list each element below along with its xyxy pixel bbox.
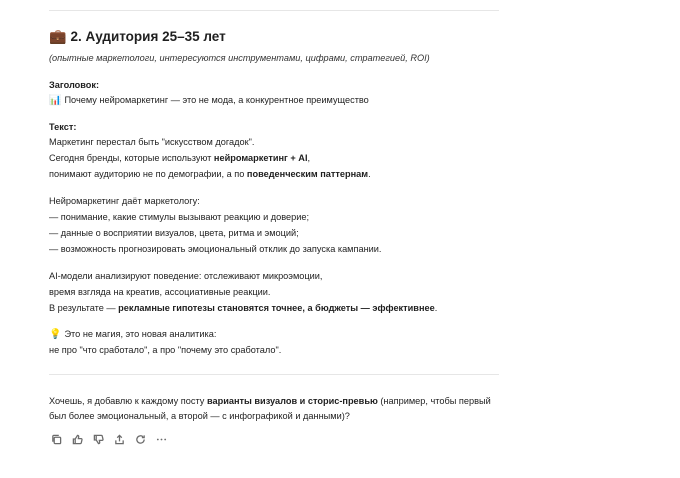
message-actions	[49, 432, 168, 446]
regenerate-icon[interactable]	[133, 432, 147, 446]
body-line: AI-модели анализируют поведение: отслеживают микроэмоции,	[49, 271, 323, 281]
section-title: 💼 2. Аудитория 25–35 лет	[49, 28, 226, 44]
bar-chart-icon: 📊	[49, 95, 62, 106]
section-divider	[49, 374, 499, 375]
headline-label: Заголовок:	[49, 80, 100, 90]
briefcase-icon: 💼	[49, 28, 67, 44]
top-divider	[49, 10, 499, 11]
followup-line: был более эмоциональный, а второй — с инфографикой и данными)?	[49, 411, 350, 421]
body-line: время взгляда на креатив, ассоциативные реакции.	[49, 287, 271, 297]
body-line: В результате — рекламные гипотезы становятся точнее, а бюджеты — эффективнее.	[49, 303, 438, 313]
share-icon[interactable]	[112, 432, 126, 446]
body-line: Нейромаркетинг даёт маркетологу:	[49, 196, 200, 206]
lightbulb-icon: 💡	[49, 329, 62, 340]
body-label: Текст:	[49, 122, 77, 132]
thumbs-up-icon[interactable]	[70, 432, 84, 446]
list-item: — возможность прогнозировать эмоциональный отклик до запуска кампании.	[49, 244, 382, 254]
body-line: Сегодня бренды, которые используют нейромаркетинг + AI,	[49, 153, 311, 163]
more-icon[interactable]	[154, 432, 168, 446]
list-item: — данные о восприятии визуалов, цвета, ритма и эмоций;	[49, 228, 299, 238]
section-subtitle: (опытные маркетологи, интересуются инструментами, цифрами, стратегией, ROI)	[49, 53, 430, 63]
body-line: Маркетинг перестал быть "искусством догадок".	[49, 137, 255, 147]
list-item: — понимание, какие стимулы вызывают реакцию и доверие;	[49, 212, 310, 222]
followup-line: Хочешь, я добавлю к каждому посту варианты визуалов и сторис-превью (например, чтобы первый	[49, 396, 491, 406]
body-line: понимают аудиторию не по демографии, а по поведенческим паттернам.	[49, 169, 371, 179]
headline-text: 📊 Почему нейромаркетинг — это не мода, а конкурентное преимущество	[49, 95, 369, 106]
copy-icon[interactable]	[49, 432, 63, 446]
body-line: 💡 Это не магия, это новая аналитика:	[49, 329, 217, 340]
body-line: не про "что сработало", а про "почему это сработало".	[49, 345, 282, 355]
thumbs-down-icon[interactable]	[91, 432, 105, 446]
